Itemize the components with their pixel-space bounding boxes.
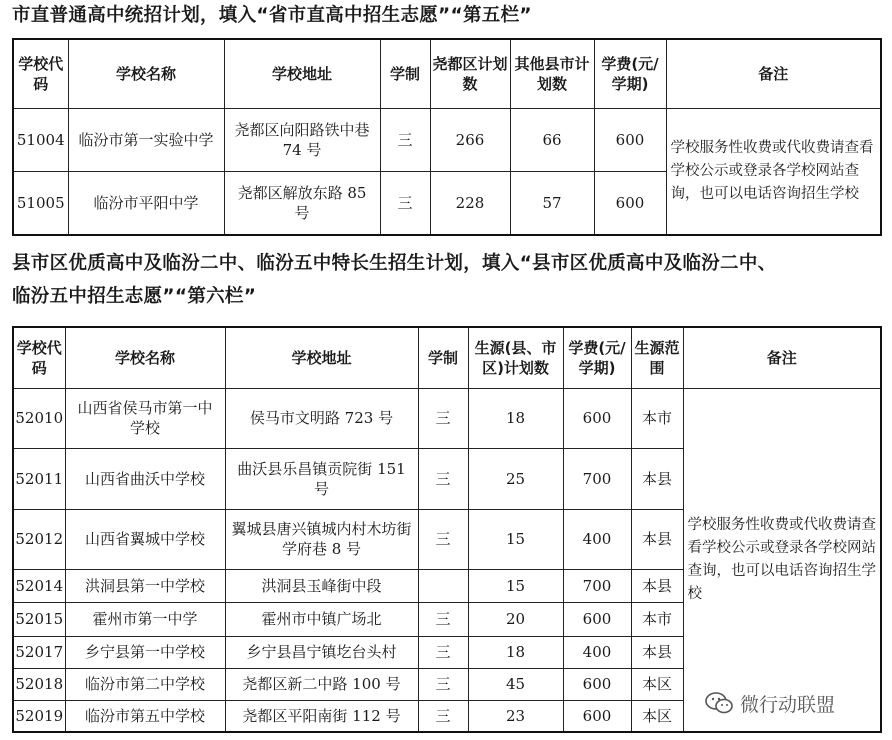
school-code-cell: 51004 [13,108,68,171]
tuition-cell: 400 [563,509,631,569]
school-name-cell: 临汾市平阳中学 [68,171,224,235]
column-header: 学校地址 [224,39,380,108]
column-header: 备注 [683,327,881,388]
tuition-cell: 700 [563,448,631,509]
school-code-cell: 52010 [13,388,65,448]
school-code-cell: 52012 [13,509,65,569]
school-address-cell: 乡宁县昌宁镇圪台头村 [225,636,418,668]
plan-other-cell: 66 [510,108,594,171]
school-code-cell: 52019 [13,700,65,732]
school-code-cell: 52018 [13,668,65,700]
header-row [13,39,881,108]
table-row [13,108,881,171]
school-name-cell: 山西省翼城中学校 [65,509,225,569]
plan-count-cell: 18 [468,636,563,668]
school-name-cell: 霍州市第一中学 [65,602,225,636]
school-code-cell: 52015 [13,602,65,636]
term-cell: 三 [380,108,430,171]
table-county-plan [12,326,882,733]
plan-count-cell: 45 [468,668,563,700]
column-header: 学费(元/学期) [563,327,631,388]
school-code-cell: 52011 [13,448,65,509]
tuition-cell: 600 [563,700,631,732]
term-cell: 三 [418,448,468,509]
column-header: 备注 [666,39,881,108]
plan-count-cell: 18 [468,388,563,448]
wechat-icon [704,691,734,715]
school-address-cell: 尧都区向阳路铁中巷 74 号 [224,108,380,171]
column-header: 学校名称 [65,327,225,388]
school-name-cell: 山西省侯马市第一中学校 [65,388,225,448]
watermark-text: 微行动联盟 [740,693,836,716]
school-name-cell: 乡宁县第一中学校 [65,636,225,668]
term-cell: 三 [418,700,468,732]
section2-heading-line1: 县市区优质高中及临汾二中、临汾五中特长生招生计划，填入“县市区优质高中及临汾二中、 [12,253,777,274]
tuition-cell: 700 [563,569,631,602]
plan-count-cell: 23 [468,700,563,732]
column-header: 学校代码 [13,327,65,388]
term-cell [418,569,468,602]
school-code-cell: 51005 [13,171,68,235]
tuition-cell: 600 [563,668,631,700]
school-address-cell: 侯马市文明路 723 号 [225,388,418,448]
column-header: 学制 [380,39,430,108]
column-header: 尧都区计划数 [430,39,510,108]
school-name-cell: 洪洞县第一中学校 [65,569,225,602]
column-header: 学费(元/学期) [594,39,666,108]
tuition-cell: 600 [594,171,666,235]
source-range-cell: 本市 [631,388,683,448]
table-city-plan [12,38,882,236]
plan-count-cell: 20 [468,602,563,636]
column-header: 其他县市计划数 [510,39,594,108]
plan-count-cell: 15 [468,509,563,569]
source-range-cell: 本区 [631,700,683,732]
plan-count-cell: 15 [468,569,563,602]
column-header: 生源(县、市区)计划数 [468,327,563,388]
tuition-cell: 600 [594,108,666,171]
tuition-cell: 600 [563,388,631,448]
school-address-cell: 尧都区新二中路 100 号 [225,668,418,700]
watermark [704,688,882,718]
header-row [13,327,881,388]
plan-yaodu-cell: 266 [430,108,510,171]
column-header: 学校地址 [225,327,418,388]
plan-other-cell: 57 [510,171,594,235]
table-row [13,388,881,448]
school-address-cell: 尧都区解放东路 85 号 [224,171,380,235]
source-range-cell: 本县 [631,569,683,602]
school-address-cell: 霍州市中镇广场北 [225,602,418,636]
school-address-cell: 洪洞县玉峰街中段 [225,569,418,602]
school-name-cell: 临汾市第五中学校 [65,700,225,732]
column-header: 生源范围 [631,327,683,388]
plan-yaodu-cell: 228 [430,171,510,235]
column-header: 学校名称 [68,39,224,108]
school-name-cell: 临汾市第二中学校 [65,668,225,700]
school-name-cell: 临汾市第一实验中学 [68,108,224,171]
source-range-cell: 本县 [631,509,683,569]
source-range-cell: 本县 [631,448,683,509]
column-header: 学校代码 [13,39,68,108]
section2-heading-line2: 临汾五中招生志愿”“第六栏” [12,286,257,307]
section1-heading: 市直普通高中统招计划，填入“省市直高中招生志愿”“第五栏” [12,5,532,26]
term-cell: 三 [380,171,430,235]
school-address-cell: 翼城县唐兴镇城内村木坊街学府巷 8 号 [225,509,418,569]
source-range-cell: 本市 [631,602,683,636]
remarks-cell: 学校服务性收费或代收费请查看学校公示或登录各学校网站查询，也可以电话咨询招生学校 [666,108,881,235]
tuition-cell: 600 [563,602,631,636]
column-header: 学制 [418,327,468,388]
term-cell: 三 [418,602,468,636]
school-name-cell: 山西省曲沃中学校 [65,448,225,509]
school-address-cell: 曲沃县乐昌镇贡院街 151 号 [225,448,418,509]
school-code-cell: 52017 [13,636,65,668]
school-code-cell: 52014 [13,569,65,602]
term-cell: 三 [418,636,468,668]
source-range-cell: 本县 [631,636,683,668]
plan-count-cell: 25 [468,448,563,509]
term-cell: 三 [418,668,468,700]
school-address-cell: 尧都区平阳南街 112 号 [225,700,418,732]
term-cell: 三 [418,509,468,569]
term-cell: 三 [418,388,468,448]
tuition-cell: 400 [563,636,631,668]
source-range-cell: 本区 [631,668,683,700]
remarks-cell: 学校服务性收费或代收费请查看学校公示或登录各学校网站查询，也可以电话咨询招生学校 [683,388,881,732]
